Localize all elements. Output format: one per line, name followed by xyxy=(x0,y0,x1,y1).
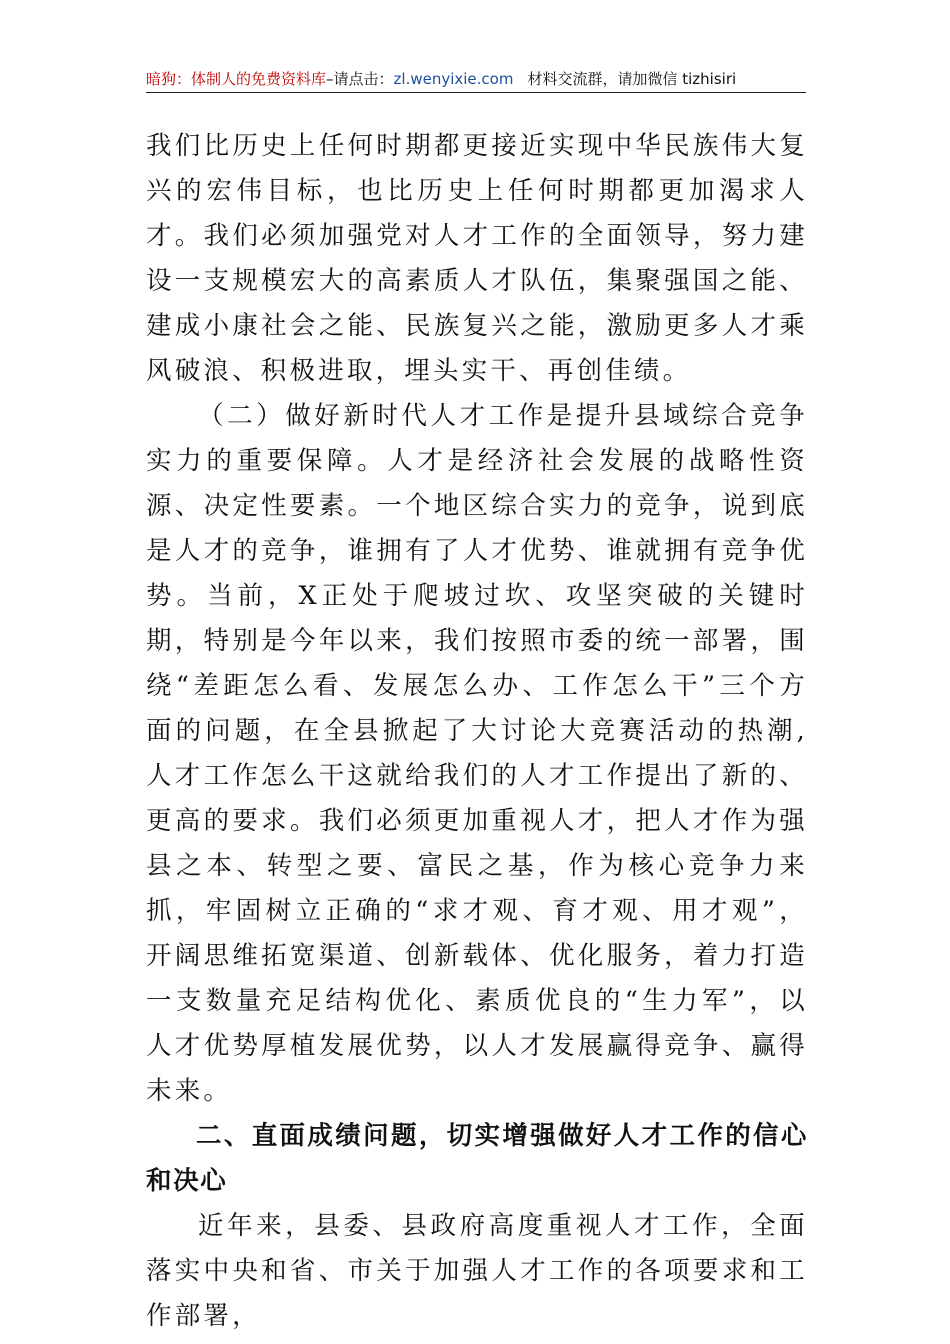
page-header xyxy=(146,66,806,93)
header-group-note: 材料交流群，请加微信 tizhisiri xyxy=(527,70,737,88)
header-brand: 暗狗：体制人的免费资料库 xyxy=(146,70,327,88)
document-body xyxy=(146,124,808,1339)
header-url-link[interactable]: zl.wenyixie.com xyxy=(393,70,514,88)
paragraph-2: （二）做好新时代人才工作是提升县域综合竞争实力的重要保障。人才是经济社会发展的战略性资源、决定性要素。一个地区综合实力的竞争，说到底是人才的竞争，谁拥有了人才优势、谁就拥有竞争优势。当前，X正处于爬坡过坎、攻坚突破的关键时期，特别是今年以来，我们按照市委的统一部署，围绕“差距怎么看、发展怎么办、工作怎么干”三个方面的问题，在全县掀起了大讨论大竞赛活动的热潮,人才工作怎么干这就给我们的人才工作提出了新的、更高的要求。我们必须更加重视人才，把人才作为强县之本、转型之要、富民之基，作为核心竞争力来抓，牢固树立正确的“求才观、育才观、用才观”，开阔思维拓宽渠道、创新载体、优化服务，着力打造一支数量充足结构优化、素质优良的“生力军”，以人才优势厚植发展优势，以人才发展赢得竞争、赢得未来。 xyxy=(146,401,808,1106)
paragraph-3: 近年来，县委、县政府高度重视人才工作，全面落实中央和省、市关于加强人才工作的各项要求和工作部署， xyxy=(146,1211,808,1331)
header-click-prompt: –请点击： xyxy=(326,70,394,88)
section-heading-2: 二、直面成绩问题，切实增强做好人才工作的信心和决心 xyxy=(146,1121,808,1196)
paragraph-1: 我们比历史上任何时期都更接近实现中华民族伟大复兴的宏伟目标，也比历史上任何时期都更加渴求人才。我们必须加强党对人才工作的全面领导，努力建设一支规模宏大的高素质人才队伍，集聚强国之能、建成小康社会之能、民族复兴之能，激励更多人才乘风破浪、积极进取，埋头实干、再创佳绩。 xyxy=(146,131,808,386)
